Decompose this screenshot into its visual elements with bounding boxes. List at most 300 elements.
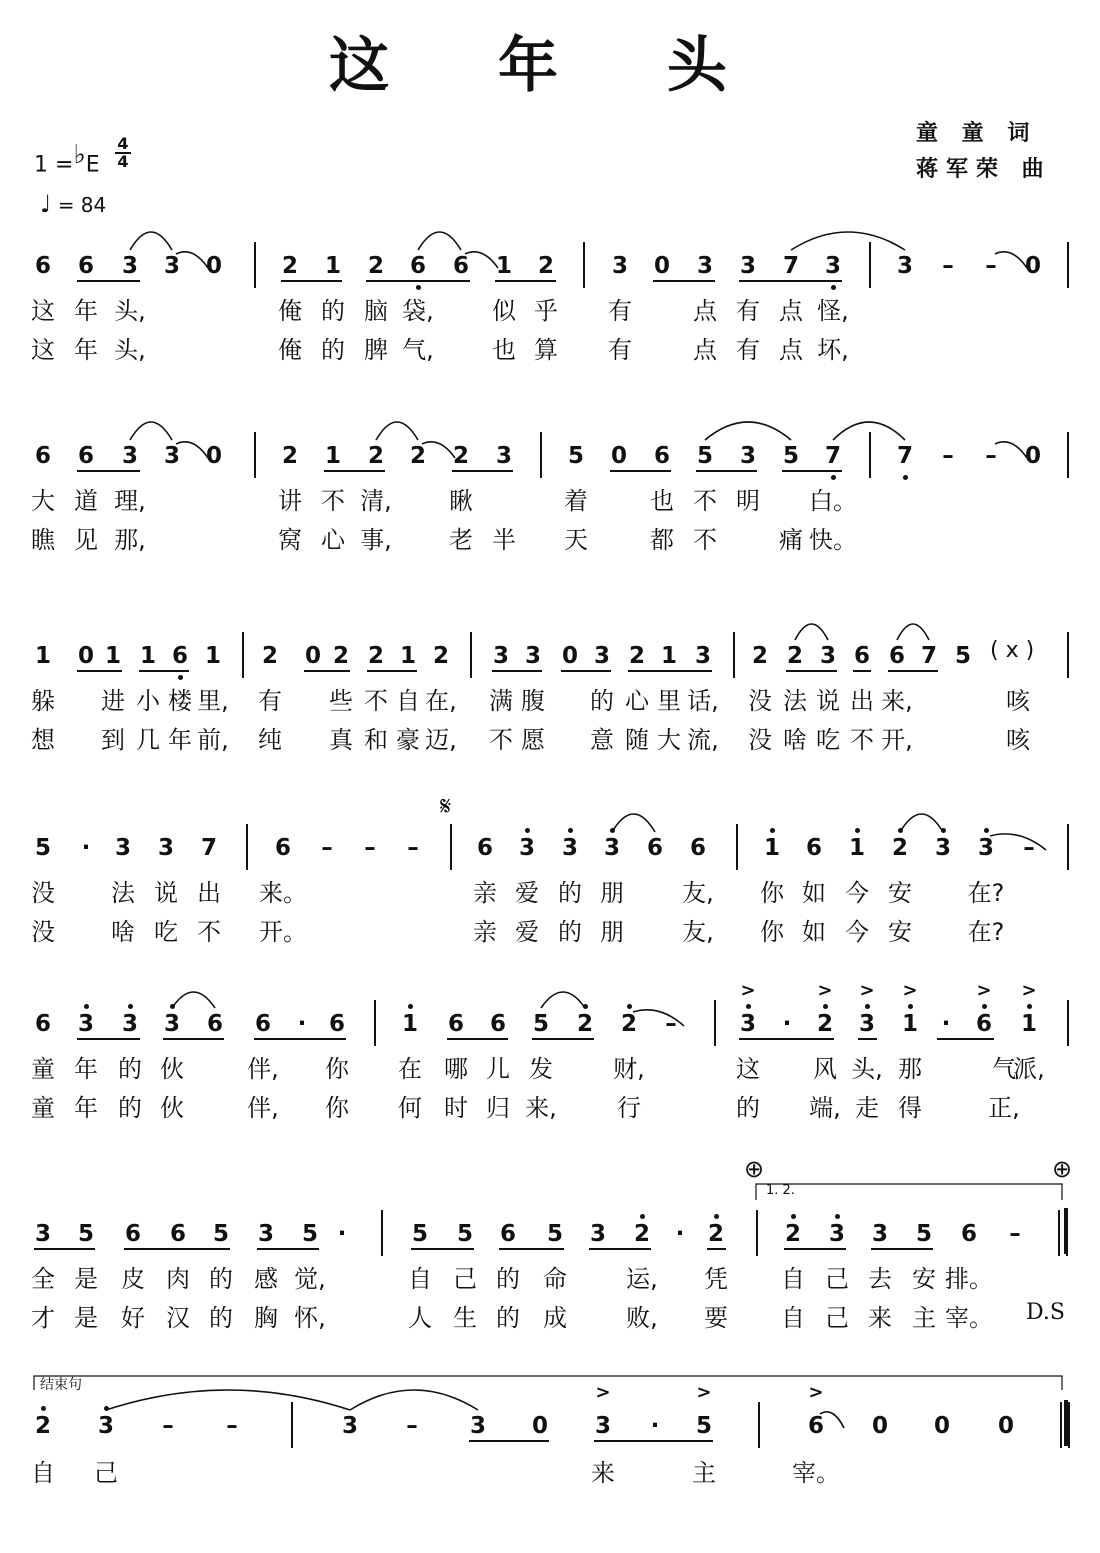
note: 5: [532, 1011, 550, 1037]
lyric-syllable: 也: [492, 336, 516, 364]
lyric-syllable: 流,: [687, 726, 719, 754]
lyric-syllable: 讲: [278, 487, 302, 515]
note: –: [407, 835, 419, 861]
slur: [791, 232, 905, 250]
lyric-syllable: 有: [608, 297, 632, 325]
note: 3: [594, 1413, 612, 1439]
lyric-syllable: 躲: [31, 687, 55, 715]
segno-icon: 𝄋: [440, 792, 452, 822]
lyric-syllable: 没: [748, 687, 772, 715]
note: 5: [695, 1413, 713, 1439]
note: 0: [531, 1413, 549, 1439]
note: 1: [1020, 1011, 1038, 1037]
lyric-syllable: 是: [74, 1304, 98, 1332]
lyric-syllable: 你: [325, 1094, 349, 1122]
lyric-syllable: 自: [781, 1304, 805, 1332]
note: 2: [34, 1413, 52, 1439]
lyric-syllable: 头,: [851, 1055, 883, 1083]
lyric-syllable: 豪: [396, 726, 420, 754]
lyric-syllable: 正,: [988, 1094, 1020, 1122]
note: 6: [452, 253, 470, 279]
note: 5: [301, 1221, 319, 1247]
lyric-syllable: 瞧: [31, 526, 55, 554]
note: 5: [915, 1221, 933, 1247]
lyric-syllable: 己: [94, 1459, 118, 1487]
note: 6: [34, 253, 52, 279]
note: 7: [782, 253, 800, 279]
lyric-syllable: 你: [325, 1055, 349, 1083]
note: –: [985, 443, 997, 469]
note: 2: [784, 1221, 802, 1247]
note: 0: [871, 1413, 889, 1439]
note: 7: [920, 643, 938, 669]
time-bottom: 4: [115, 152, 131, 170]
breath-mark: [176, 252, 208, 268]
lyric-syllable: 理,: [114, 487, 146, 515]
lyric-syllable: 的: [590, 687, 614, 715]
lyric-syllable: 在?: [967, 879, 1005, 907]
lyric-syllable: 你: [760, 918, 784, 946]
lyric-syllable: 有: [258, 687, 282, 715]
note: 2: [261, 643, 279, 669]
coda-icon: ⊕: [744, 1155, 765, 1183]
key-label: 1 =: [34, 152, 74, 178]
lyric-syllable: 咳: [1006, 726, 1030, 754]
note: 5: [456, 1221, 474, 1247]
lyric-syllable: 明: [736, 487, 760, 515]
lyric-syllable: 的: [209, 1265, 233, 1293]
lyric-syllable: 吃: [154, 918, 178, 946]
page-title: 这 年 头: [329, 31, 771, 101]
lyric-syllable: 那,: [114, 526, 146, 554]
note: 3: [858, 1011, 876, 1037]
note: 2: [620, 1011, 638, 1037]
note: 3: [739, 443, 757, 469]
lyric-syllable: 迈,: [425, 726, 457, 754]
lyric-syllable: 心: [321, 526, 345, 554]
lyric-syllable: 在?: [967, 918, 1005, 946]
note: ·: [81, 835, 91, 861]
slur: [130, 232, 172, 250]
note: 3: [34, 1221, 52, 1247]
slur: [350, 1390, 478, 1410]
lyric-syllable: 愿: [521, 726, 545, 754]
note: 3: [934, 835, 952, 861]
note: 6: [807, 1413, 825, 1439]
lyric-syllable: 小: [136, 687, 160, 715]
lyric-syllable: 好: [121, 1304, 145, 1332]
lyric-syllable: 怪,: [817, 297, 849, 325]
lyric-syllable: 时: [444, 1094, 468, 1122]
lyric-syllable: 大: [657, 726, 681, 754]
lyric-syllable: 里: [657, 687, 681, 715]
note: 6: [328, 1011, 346, 1037]
lyric-syllable: 白。: [809, 487, 857, 515]
lyric-syllable: 安: [912, 1265, 936, 1293]
note: 7: [896, 443, 914, 469]
note: 6: [476, 835, 494, 861]
note: 3: [819, 643, 837, 669]
note: 3: [492, 643, 510, 669]
note: 2: [816, 1011, 834, 1037]
lyric-syllable: 法: [111, 879, 135, 907]
lyric-syllable: 得: [898, 1094, 922, 1122]
note: 6: [853, 643, 871, 669]
lyric-syllable: 点: [779, 297, 803, 325]
note: ·: [782, 1011, 792, 1037]
lyric-syllable: 伙: [160, 1055, 184, 1083]
lyric-syllable: 的: [496, 1304, 520, 1332]
lyric-syllable: 随: [625, 726, 649, 754]
slur: [172, 992, 215, 1008]
lyric-syllable: 宰。: [945, 1304, 993, 1332]
lyric-syllable: 来,: [525, 1094, 557, 1122]
note: 1: [660, 643, 678, 669]
lyric-syllable: 脾: [364, 336, 388, 364]
lyric-syllable: 心: [625, 687, 649, 715]
note: 3: [495, 443, 513, 469]
lyric-syllable: 年: [74, 336, 98, 364]
lyric-syllable: 的: [118, 1055, 142, 1083]
lyric-syllable: 安: [888, 918, 912, 946]
note: 0: [933, 1413, 951, 1439]
lyric-syllable: 行: [617, 1094, 641, 1122]
note: 2: [576, 1011, 594, 1037]
accent-icon: >: [817, 980, 833, 1001]
tempo-value: = 84: [57, 193, 107, 217]
volta-label: 1. 2.: [766, 1183, 795, 1198]
volta-bracket: [756, 1184, 1062, 1200]
note: 2: [367, 443, 385, 469]
note: 2: [281, 443, 299, 469]
quarter-note-icon: ♩: [40, 190, 52, 218]
note: 0: [610, 443, 628, 469]
lyric-syllable: 咳: [1006, 687, 1030, 715]
note: 3: [739, 1011, 757, 1037]
lyricist-credit: 童 童 词: [916, 121, 1038, 146]
ds-mark: D.S: [1026, 1300, 1065, 1325]
lyric-syllable: 真: [329, 726, 353, 754]
lyric-syllable: 爱: [515, 879, 539, 907]
slur: [900, 814, 943, 832]
lyric-syllable: 前,: [197, 726, 229, 754]
lyric-syllable: 败,: [626, 1304, 658, 1332]
note: 6: [34, 443, 52, 469]
note: 5: [696, 443, 714, 469]
note: 2: [537, 253, 555, 279]
lyric-syllable: 童: [31, 1094, 55, 1122]
note: 3: [341, 1413, 359, 1439]
lyric-syllable: 啥: [783, 726, 807, 754]
lyric-syllable: 年: [74, 1094, 98, 1122]
breath-mark: [422, 442, 455, 458]
note: 2: [367, 253, 385, 279]
lyric-syllable: 点: [779, 336, 803, 364]
lyric-syllable: 头,: [114, 336, 146, 364]
note: –: [942, 443, 954, 469]
note: 2: [786, 643, 804, 669]
lyric-syllable: 肉: [166, 1265, 190, 1293]
lyric-syllable: 年: [74, 297, 98, 325]
note: –: [226, 1413, 238, 1439]
note: 3: [163, 253, 181, 279]
note: 2: [751, 643, 769, 669]
note: 1: [495, 253, 513, 279]
note: 3: [469, 1413, 487, 1439]
lyric-syllable: 俺: [278, 336, 302, 364]
lyric-syllable: 不: [489, 726, 513, 754]
lyric-syllable: 啥: [111, 918, 135, 946]
note: 3: [824, 253, 842, 279]
accent-icon: >: [859, 980, 875, 1001]
note: 3: [114, 835, 132, 861]
note: 6: [499, 1221, 517, 1247]
lyric-syllable: 几: [136, 726, 160, 754]
lyric-syllable: 财,: [613, 1055, 645, 1083]
note: ·: [297, 1011, 307, 1037]
lyric-syllable: 伴,: [247, 1055, 279, 1083]
note: 2: [891, 835, 909, 861]
note: 0: [1024, 443, 1042, 469]
note: 3: [896, 253, 914, 279]
note: 6: [409, 253, 427, 279]
note: 6: [206, 1011, 224, 1037]
note: –: [1023, 835, 1035, 861]
lyric-syllable: 不: [693, 526, 717, 554]
lyric-syllable: 不: [693, 487, 717, 515]
note: 6: [805, 835, 823, 861]
lyric-syllable: 到: [101, 726, 125, 754]
lyric-syllable: 成: [543, 1304, 567, 1332]
lyric-syllable: 乎: [534, 297, 558, 325]
lyric-syllable: 窝: [278, 526, 302, 554]
lyric-syllable: 伴,: [247, 1094, 279, 1122]
note: 0: [205, 443, 223, 469]
note: 1: [901, 1011, 919, 1037]
note: 6: [254, 1011, 272, 1037]
lyric-syllable: 伙: [160, 1094, 184, 1122]
note: 6: [34, 1011, 52, 1037]
note: ·: [941, 1011, 951, 1037]
note: 5: [954, 643, 972, 669]
note: 3: [977, 835, 995, 861]
lyric-syllable: 童: [31, 1055, 55, 1083]
lyric-syllable: 才: [31, 1304, 55, 1332]
note: –: [364, 835, 376, 861]
lyric-syllable: 风: [813, 1055, 837, 1083]
lyric-syllable: 人: [408, 1304, 432, 1332]
note: 3: [593, 643, 611, 669]
note: 3: [77, 1011, 95, 1037]
note: 0: [205, 253, 223, 279]
lyric-syllable: 有: [736, 297, 760, 325]
note: 2: [452, 443, 470, 469]
lyric-syllable: 半: [492, 526, 516, 554]
lyric-syllable: 不: [197, 918, 221, 946]
lyric-syllable: 道: [74, 487, 98, 515]
lyric-syllable: 和: [364, 726, 388, 754]
lyric-syllable: 的: [736, 1094, 760, 1122]
note: 5: [411, 1221, 429, 1247]
note: –: [1009, 1221, 1021, 1247]
note: 3: [561, 835, 579, 861]
lyric-syllable: 主: [692, 1459, 716, 1487]
breath-mark: [995, 442, 1027, 458]
accent-icon: >: [740, 980, 756, 1001]
lyric-syllable: 出: [850, 687, 874, 715]
note: 5: [546, 1221, 564, 1247]
lyric-syllable: 大: [31, 487, 55, 515]
note: 0: [561, 643, 579, 669]
note: 3: [121, 443, 139, 469]
lyric-syllable: 清,: [360, 487, 392, 515]
lyric-syllable: 意: [590, 726, 614, 754]
note: 1: [324, 253, 342, 279]
note: 3: [121, 1011, 139, 1037]
ending-bracket: [34, 1376, 1062, 1390]
note: 3: [97, 1413, 115, 1439]
note: 2: [409, 443, 427, 469]
lyric-syllable: 胸: [254, 1304, 278, 1332]
lyric-syllable: 何: [398, 1094, 422, 1122]
lyric-syllable: 来: [868, 1304, 892, 1332]
lyric-syllable: 些: [329, 687, 353, 715]
lyric-syllable: 都: [650, 526, 674, 554]
accent-icon: >: [976, 980, 992, 1001]
note: 3: [257, 1221, 275, 1247]
note: 5: [34, 835, 52, 861]
slur: [376, 422, 418, 440]
lyric-syllable: 瞅: [449, 487, 473, 515]
lyric-syllable: 己: [825, 1304, 849, 1332]
lyric-syllable: 排。: [945, 1265, 993, 1293]
lyric-syllable: 走: [855, 1094, 879, 1122]
lyric-syllable: 开,: [881, 726, 913, 754]
note: 6: [489, 1011, 507, 1037]
slur: [897, 624, 929, 640]
breath-mark: [176, 442, 208, 458]
note: 0: [653, 253, 671, 279]
lyric-syllable: 年: [74, 1055, 98, 1083]
lyric-syllable: 哪: [444, 1055, 468, 1083]
note: –: [321, 835, 333, 861]
lyric-syllable: 算: [534, 336, 558, 364]
note: 6: [447, 1011, 465, 1037]
note: 5: [567, 443, 585, 469]
lyric-syllable: 的: [321, 297, 345, 325]
note: 6: [169, 1221, 187, 1247]
ending-label: 结束句: [40, 1377, 82, 1393]
lyric-syllable: 没: [748, 726, 772, 754]
slur: [833, 422, 905, 440]
slur: [541, 992, 585, 1008]
lyric-syllable: 点: [693, 297, 717, 325]
lyric-syllable: 老: [449, 526, 473, 554]
lyric-syllable: 也: [650, 487, 674, 515]
lyric-syllable: 有: [736, 336, 760, 364]
lyric-syllable: 己: [453, 1265, 477, 1293]
accent-icon: >: [595, 1382, 611, 1403]
lyric-syllable: 开。: [259, 918, 307, 946]
note: 1: [848, 835, 866, 861]
lyric-syllable: 点: [693, 336, 717, 364]
lyric-syllable: 气,: [402, 336, 434, 364]
note: –: [665, 1011, 677, 1037]
lyric-syllable: 天: [564, 526, 588, 554]
lyric-syllable: 俺: [278, 297, 302, 325]
composer-credit: 蒋军荣 曲: [916, 157, 1052, 182]
lyric-syllable: 朋: [600, 918, 624, 946]
lyric-syllable: 这: [31, 297, 55, 325]
note: 6: [124, 1221, 142, 1247]
lyric-syllable: 派,: [1013, 1055, 1045, 1083]
note: 2: [628, 643, 646, 669]
lyric-syllable: 亲: [473, 918, 497, 946]
lyric-syllable: 来。: [259, 879, 307, 907]
note: 1: [204, 643, 222, 669]
time-top: 4: [117, 134, 129, 153]
slur: [612, 814, 655, 832]
lyric-syllable: 儿: [486, 1055, 510, 1083]
breath-mark: [995, 252, 1027, 268]
lyric-syllable: 觉,: [294, 1265, 326, 1293]
note: 6: [171, 643, 189, 669]
note: 0: [997, 1413, 1015, 1439]
note: 1: [34, 643, 52, 669]
lyric-syllable: 自: [781, 1265, 805, 1293]
lyric-syllable: 主: [912, 1304, 936, 1332]
note: 3: [603, 835, 621, 861]
coda-icon-2: ⊕: [1052, 1155, 1073, 1183]
note: 3: [163, 443, 181, 469]
slur: [418, 232, 461, 250]
lyric-syllable: 自: [31, 1459, 55, 1487]
note: 2: [432, 643, 450, 669]
lyric-syllable: 友,: [682, 879, 714, 907]
note: 6: [646, 835, 664, 861]
note: 5: [77, 1221, 95, 1247]
lyric-syllable: 是: [74, 1265, 98, 1293]
note: 5: [782, 443, 800, 469]
slur: [705, 422, 791, 440]
flat-icon: ♭: [73, 140, 86, 170]
note: 6: [960, 1221, 978, 1247]
note: 0: [77, 643, 95, 669]
lyric-syllable: 袋,: [402, 297, 434, 325]
note: 0: [304, 643, 322, 669]
lyric-syllable: 这: [736, 1055, 760, 1083]
lyric-syllable: 气: [992, 1055, 1016, 1083]
paren-x: ( x ): [990, 638, 1035, 663]
lyric-syllable: 进: [101, 687, 125, 715]
lyric-syllable: 出: [197, 879, 221, 907]
lyric-syllable: 想: [31, 726, 55, 754]
lyric-syllable: 坏,: [817, 336, 849, 364]
note: 3: [739, 253, 757, 279]
lyric-syllable: 感: [254, 1265, 278, 1293]
note: 6: [975, 1011, 993, 1037]
lyric-syllable: 全: [31, 1265, 55, 1293]
lyric-syllable: 不: [850, 726, 874, 754]
lyric-syllable: 自: [408, 1265, 432, 1293]
lyric-syllable: 来: [591, 1459, 615, 1487]
lyric-syllable: 安: [888, 879, 912, 907]
note: 1: [139, 643, 157, 669]
lyric-syllable: 吃: [816, 726, 840, 754]
lyric-syllable: 归: [486, 1094, 510, 1122]
accent-icon: >: [1021, 980, 1037, 1001]
slur: [130, 422, 172, 440]
